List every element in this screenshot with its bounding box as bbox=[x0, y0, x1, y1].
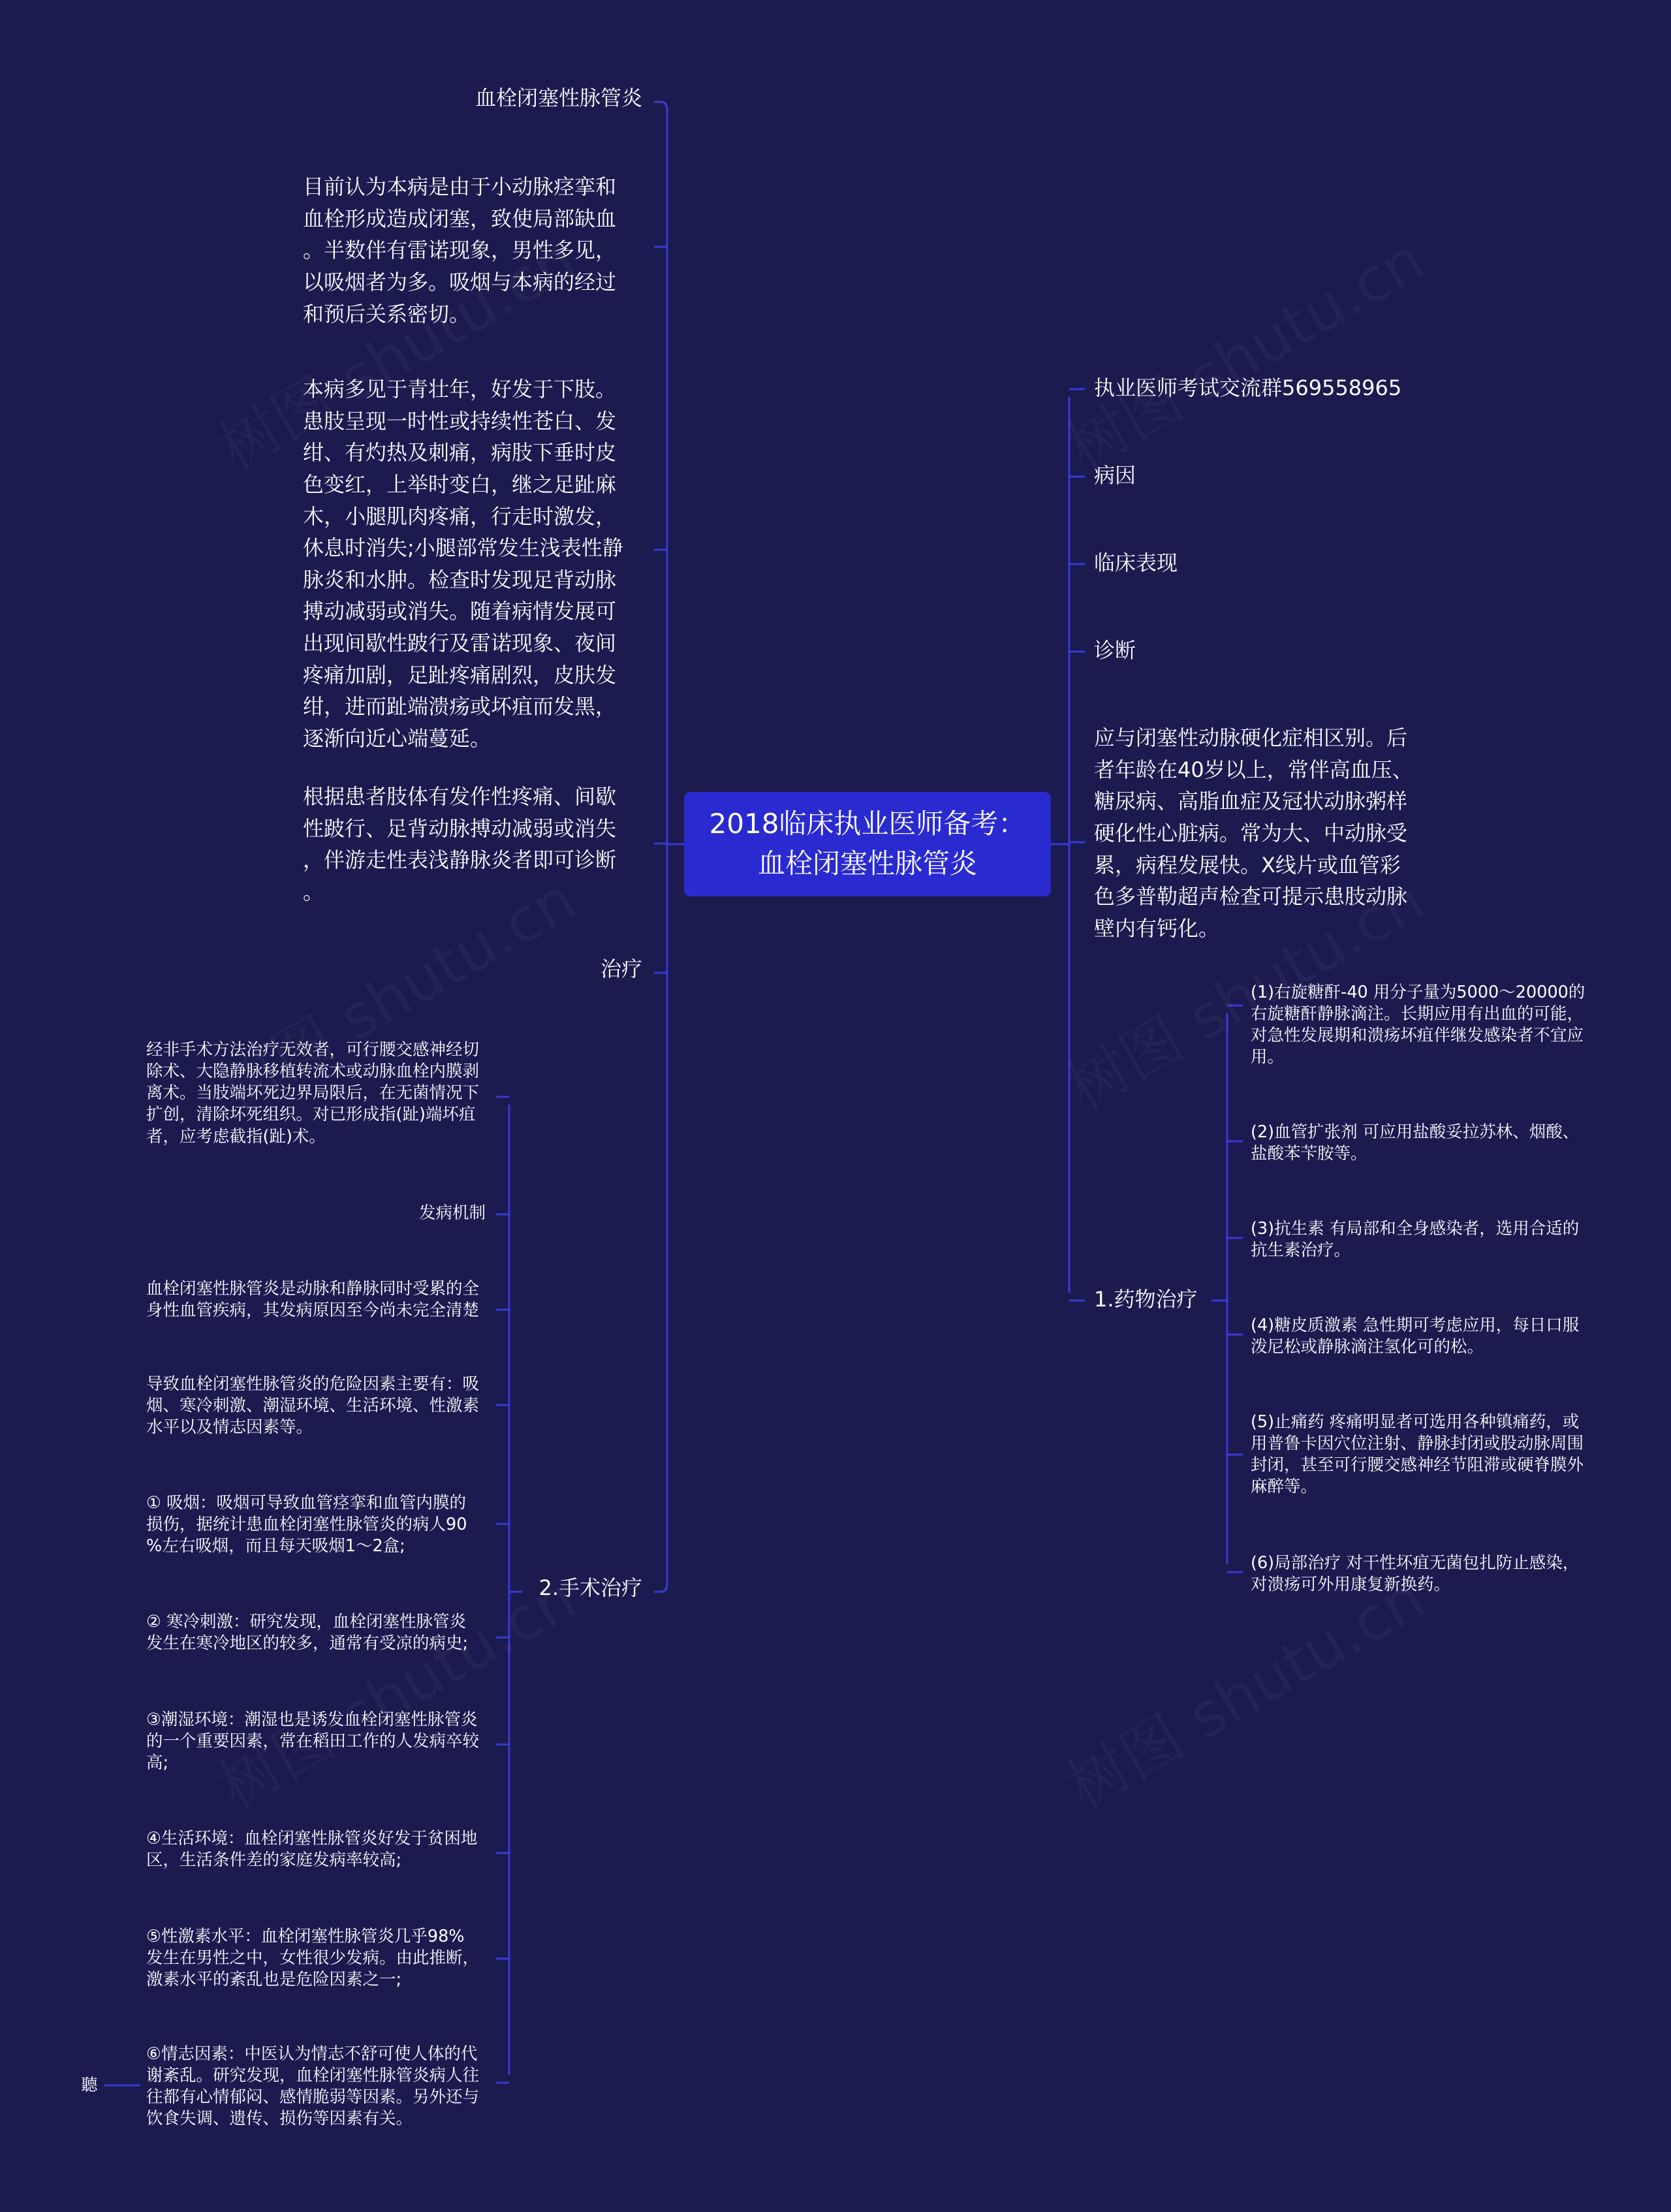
drug-item[interactable]: (2)血管扩张剂 可应用盐酸妥拉苏林、烟酸、 盐酸苯苄胺等。 bbox=[1251, 1122, 1580, 1164]
node-differential[interactable]: 应与闭塞性动脉硬化症相区别。后 者年龄在40岁以上，常伴高血压、 糖尿病、高脂血症及冠状动脉粥样 硬化性心脏病。常为大、中动脉受 累，病程发展快。X线片或血管彩 色多普勒超声检查可提示患肢动脉 壁内有钙化。 bbox=[1094, 725, 1413, 941]
surgery-item[interactable]: ④生活环境：血栓闭塞性脉管炎好发于贫困地 区，生活条件差的家庭发病率较高; bbox=[146, 1829, 478, 1871]
root-title: 2018临床执业医师备考： 血栓闭塞性脉管炎 bbox=[709, 808, 1026, 879]
connector-line bbox=[654, 102, 667, 110]
node-clinical[interactable]: 本病多见于青壮年，好发于下肢。 患肢呈现一时性或持续性苍白、发 绀、有灼热及刺痛，病肢下垂时皮 色变红，上举时变白，继之足趾麻 木，小腿肌肉疼痛，行走时激发， 休息时消失;小腿部常发生浅表性静 脉炎和水肿。检查时发现足背动脉 搏动减弱或消失。随着病情发展可 出现间歇性跛行及雷诺现象、夜间 疼痛加剧，足趾疼痛剧烈，皮肤发 绀，进而趾端溃疡或坏疽而发黑， 逐渐向近心端蔓延。 bbox=[303, 377, 623, 751]
surgery-item[interactable]: 发病机制 bbox=[418, 1203, 486, 1223]
surgery-item[interactable]: ③潮湿环境：潮湿也是诱发血栓闭塞性脉管炎 的一个重要因素，常在稻田工作的人发病卒较 高; bbox=[146, 1710, 480, 1773]
node-clinical-right[interactable]: 临床表现 bbox=[1094, 550, 1178, 575]
leaf-label[interactable]: 聽 bbox=[81, 2076, 98, 2095]
drug-item[interactable]: (1)右旋糖酐-40 用分子量为5000～20000的 右旋糖酐静脉滴注。长期应用有出血的可能， 对急性发展期和溃疡坏疽伴继发感染者不宜应 用。 bbox=[1251, 983, 1585, 1067]
node-diagnosis[interactable]: 根据患者肢体有发作性疼痛、间歇 性跛行、足背动脉搏动减弱或消失 ，伴游走性表浅静脉炎者即可诊断 。 bbox=[303, 784, 617, 904]
surgery-item[interactable]: 导致血栓闭塞性脉管炎的危险因素主要有：吸 烟、寒冷刺激、潮湿环境、生活环境、性激素 水平以及情志因素等。 bbox=[146, 1374, 480, 1438]
node-title[interactable]: 血栓闭塞性脉管炎 bbox=[475, 86, 642, 110]
node-diagnosis-right[interactable]: 诊断 bbox=[1094, 638, 1136, 663]
node-group[interactable]: 执业医师考试交流群569558965 bbox=[1094, 375, 1402, 400]
node-drug[interactable]: 1.药物治疗 bbox=[1094, 1287, 1198, 1312]
connector-line bbox=[654, 1584, 667, 1592]
root-node[interactable] bbox=[684, 792, 1051, 896]
surgery-item[interactable]: ⑥情志因素：中医认为情志不舒可使人体的代 谢紊乱。研究发现，血栓闭塞性脉管炎病人往 往都有心情郁闷、感情脆弱等因素。另外还与 饮食失调、遗传、损伤等因素有关。 bbox=[146, 2044, 480, 2129]
surgery-item[interactable]: ⑤性激素水平：血栓闭塞性脉管炎几乎98% 发生在男性之中，女性很少发病。由此推断， 激素水平的紊乱也是危险因素之一; bbox=[146, 1927, 480, 1990]
surgery-item[interactable]: ② 寒冷刺激：研究发现，血栓闭塞性脉管炎 发生在寒冷地区的较多，通常有受凉的病史; bbox=[146, 1612, 469, 1654]
node-surgery[interactable]: 2.手术治疗 bbox=[539, 1575, 642, 1600]
drug-item[interactable]: (3)抗生素 有局部和全身感染者，选用合适的 抗生素治疗。 bbox=[1251, 1219, 1580, 1261]
surgery-item[interactable]: 血栓闭塞性脉管炎是动脉和静脉同时受累的全 身性血管疾病，其发病原因至今尚未完全清楚 bbox=[146, 1279, 480, 1321]
surgery-item[interactable]: 经非手术方法治疗无效者，可行腰交感神经切 除术、大隐静脉移植转流术或动脉血栓内膜剥 离术。当肢端坏死边界局限后，在无菌情况下 扩创，清除坏死组织。对已形成指(趾)端坏疽 者，应考虑截指(趾)术。 bbox=[146, 1040, 480, 1146]
drug-item[interactable]: (6)局部治疗 对干性坏疽无菌包扎防止感染， 对溃疡可外用康复新换药。 bbox=[1251, 1553, 1580, 1595]
drug-item[interactable]: (4)糖皮质激素 急性期可考虑应用，每日口服 泼尼松或静脉滴注氢化可的松。 bbox=[1251, 1316, 1580, 1357]
node-cause[interactable]: 病因 bbox=[1094, 463, 1136, 488]
drug-item[interactable]: (5)止痛药 疼痛明显者可选用各种镇痛药，或 用普鲁卡因穴位注射、静脉封闭或股动脉周围 封闭，甚至可行腰交感神经节阻滞或硬脊膜外 麻醉等。 bbox=[1251, 1412, 1584, 1497]
node-intro[interactable]: 目前认为本病是由于小动脉痉挛和 血栓形成造成闭塞，致使局部缺血 。半数伴有雷诺现象，男性多见， 以吸烟者为多。吸烟与本病的经过 和预后关系密切。 bbox=[303, 174, 617, 326]
surgery-item[interactable]: ① 吸烟：吸烟可导致血管痉挛和血管内膜的 损伤，据统计患血栓闭塞性脉管炎的病人90 %左右吸烟，而且每天吸烟1～2盒; bbox=[146, 1493, 467, 1556]
node-treatment[interactable]: 治疗 bbox=[600, 956, 642, 981]
